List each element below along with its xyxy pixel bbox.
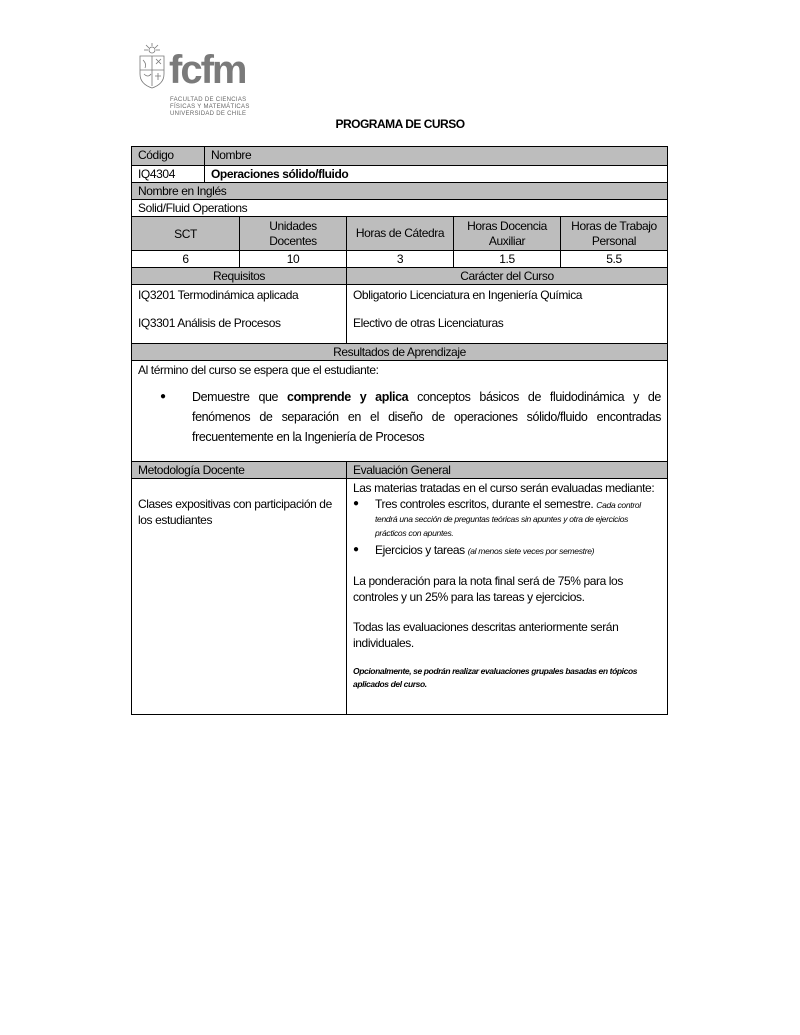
outcome-item (138, 387, 661, 447)
logo-subtitle: FACULTAD DE CIENCIAS FÍSICAS Y MATEMÁTICAS UNIVERSIDAD DE CHILE (170, 97, 250, 117)
evaluation-item-text: Ejercicios y tareas (375, 543, 465, 557)
evaluation-intro: Las materias tratadas en el curso serán evaluadas mediante: (353, 481, 655, 495)
english-name-row (132, 199, 667, 216)
sct-value: 6 (182, 252, 189, 266)
auxiliary-hours-header: Horas Docencia Auxiliar (453, 217, 560, 250)
name-label: Nombre (204, 147, 667, 165)
lecture-hours-header: Horas de Cátedra (346, 217, 453, 250)
methodology-label: Metodología Docente (138, 463, 245, 477)
requirements-list (132, 285, 346, 343)
evaluation-label: Evaluación General (346, 462, 667, 478)
university-crest-icon (136, 42, 168, 90)
outcomes-content (132, 361, 667, 461)
evaluation-content (346, 479, 667, 714)
requirements-row (132, 284, 667, 343)
course-program-table (131, 146, 668, 715)
evaluation-item-text: Tres controles escritos, durante el semestre. (375, 497, 594, 511)
outcomes-label: Resultados de Aprendizaje (333, 345, 466, 359)
logo-wordmark: fcfm (169, 48, 246, 92)
evaluation-item (353, 542, 661, 559)
outcome-text: Demuestre que comprende y aplica conceptos básicos de fluidodinámica y de fenómenos de separación en el diseño de operaciones sólido/fluido encontradas frecuentemente en la Ingeniería de Procesos (192, 390, 661, 444)
personal-hours-header: Horas de Trabajo Personal (560, 217, 667, 250)
character-label: Carácter del Curso (346, 268, 667, 284)
evaluation-item-note: (al menos siete veces por semestre) (467, 546, 595, 556)
fcfm-logo (136, 42, 256, 120)
course-name: Operaciones sólido/fluido (204, 166, 667, 182)
outcomes-header-row (132, 343, 667, 360)
units-value: 10 (239, 251, 346, 267)
methodology-evaluation-row (132, 478, 667, 714)
optional-note: Opcionalmente, se podrán realizar evaluaciones grupales basadas en tópicos aplicados del curso. (353, 666, 638, 689)
personal-hours-value: 5.5 (560, 251, 667, 267)
outcomes-row (132, 360, 667, 461)
hours-values-row (132, 250, 667, 267)
hours-header-row (132, 216, 667, 250)
english-name-header-row (132, 182, 667, 199)
methodology-header-row (132, 461, 667, 478)
requirement-item: IQ3201 Termodinámica aplicada (138, 288, 299, 302)
character-list (346, 285, 667, 343)
bullet-icon: ● (353, 544, 359, 555)
requirement-item: IQ3301 Análisis de Procesos (138, 316, 281, 330)
evaluation-item (353, 496, 661, 540)
code-label: Código (138, 148, 174, 162)
english-name: Solid/Fluid Operations (138, 201, 248, 215)
auxiliary-hours-value: 1.5 (453, 251, 560, 267)
character-item: Obligatorio Licenciatura en Ingeniería Química (353, 288, 583, 302)
character-item: Electivo de otras Licenciaturas (353, 316, 504, 330)
requirements-header-row (132, 267, 667, 284)
english-name-label: Nombre en Inglés (138, 184, 227, 198)
sct-header: SCT (174, 226, 197, 241)
bullet-icon: ● (160, 391, 166, 402)
code-name-header-row (132, 147, 667, 165)
page-title: PROGRAMA DE CURSO (335, 117, 465, 131)
bullet-icon: ● (353, 498, 359, 509)
outcomes-intro: Al término del curso se espera que el estudiante: (138, 363, 379, 377)
code-name-row (132, 165, 667, 182)
evaluation-item-note: Cada control tendrá una sección de preguntas teóricas sin apuntes y otra de ejercicios prácticos con apuntes. (375, 500, 641, 538)
lecture-hours-value: 3 (346, 251, 453, 267)
methodology-text: Clases expositivas con participación de los estudiantes (138, 497, 332, 527)
course-code: IQ4304 (138, 167, 175, 181)
units-header: Unidades Docentes (239, 217, 346, 250)
weighting-text: La ponderación para la nota final será de 75% para los controles y un 25% para las tareas y ejercicios. (353, 574, 623, 604)
requirements-label: Requisitos (212, 269, 266, 283)
individual-text: Todas las evaluaciones descritas anteriormente serán individuales. (353, 620, 619, 650)
